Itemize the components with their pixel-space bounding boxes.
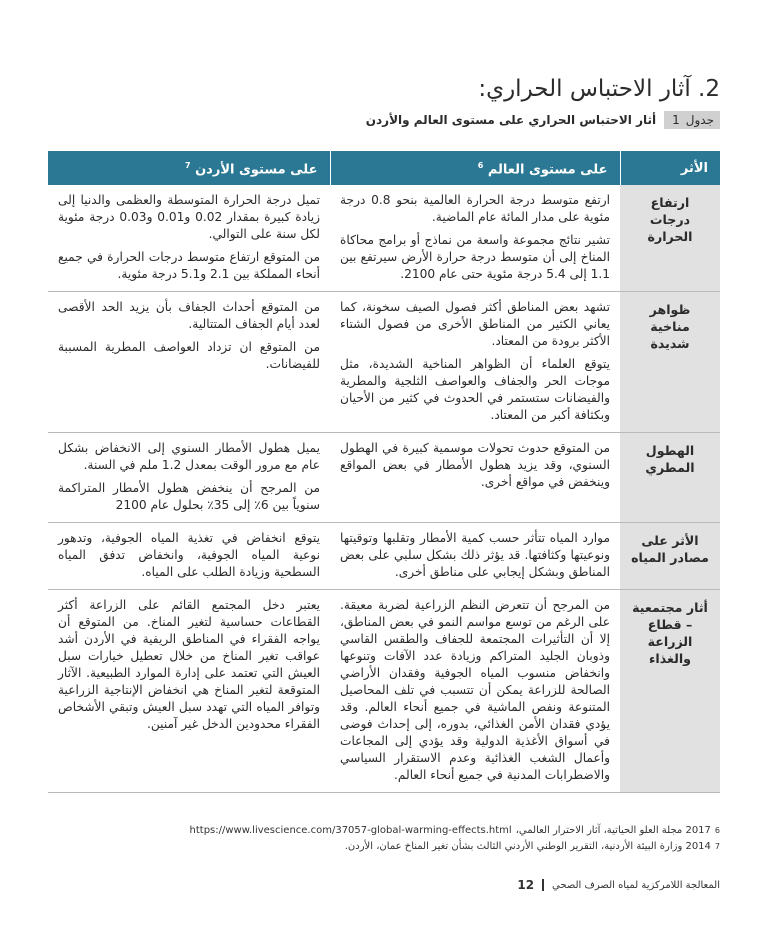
effects-table xyxy=(48,151,720,793)
cell-jordan xyxy=(48,523,330,590)
section-heading xyxy=(40,76,720,102)
section-title: آثار الاحتباس الحراري: xyxy=(478,76,691,102)
table-caption-label: جدول xyxy=(685,113,714,127)
cell-jordan xyxy=(48,433,330,523)
cell-paragraph: من المتوقع حدوث تحولات موسمية كبيرة في الهطول السنوي، وقد يزيد هطول الأمطار في بعض المواقع وينخفض في مواقع أخرى. xyxy=(340,441,610,489)
cell-paragraph: تميل درجة الحرارة المتوسطة والعظمى والدنيا إلى زيادة كبيرة بمقدار 0.02 و0.01 و0.03 درجة مئوية لكل سنة على التوالي. xyxy=(58,193,321,241)
header-effect: الأثر xyxy=(620,151,720,185)
header-jordan: على مستوى الأردن $^7$ xyxy=(48,151,330,185)
cell-jordan xyxy=(48,590,330,793)
cell-paragraph: من المرجح أن ينخفض هطول الأمطار المتراكمة سنوياً بين 6٪ إلى 35٪ بحلول عام 2100 xyxy=(58,481,320,512)
cell-paragraph: يميل هطول الأمطار السنوي إلى الانخفاض بشكل عام مع مرور الوقت بمعدل 1.2 ملم في السنة. xyxy=(58,441,320,472)
page-number: 12 xyxy=(517,878,535,892)
cell-paragraph: موارد المياه تتأثر حسب كمية الأمطار وتقلبها وتوقيتها ونوعيتها وكثافتها. قد يؤثر ذلك بشكل سلبي على بعض المناطق وبشكل إيجابي على مناطق أخرى. xyxy=(340,531,610,579)
cell-world xyxy=(330,433,620,523)
footnote-text: 2017 مجلة العلو الحياتية، آثار الاحترار العالمي، xyxy=(515,825,711,836)
cell-effect: الهطول المطري xyxy=(620,433,720,523)
header-world-ref: 6 xyxy=(477,161,484,171)
table-caption-text: أثار الاحتباس الحراري على مستوى العالم والأردن xyxy=(365,113,657,127)
table-header-row xyxy=(48,151,720,185)
cell-paragraph: ارتفع متوسط درجة الحرارة العالمية بنحو 0.8 درجة مئوية على مدار المائة عام الماضية. xyxy=(340,193,611,224)
header-world: على مستوى العالم $^6$ xyxy=(330,151,620,185)
footnote xyxy=(48,823,720,839)
header-jordan-ref: 7 xyxy=(184,161,191,171)
cell-paragraph: يتوقع العلماء أن الظواهر المناخية الشديدة، مثل موجات الحر والجفاف والعواصف الثلجية والمطرية والفيضانات ستستمر في الحدوث في كثير من الأحيان وبكثافة أكبر من المعتاد. xyxy=(340,357,610,422)
footer-text: المعالجة اللامركزية لمياه الصرف الصحي xyxy=(552,879,720,891)
cell-paragraph: من المتوقع ان تزداد العواصف المطرية المسببة للفيضانات. xyxy=(58,340,320,371)
cell-world xyxy=(330,292,620,433)
cell-jordan xyxy=(48,292,330,433)
cell-world xyxy=(330,590,620,793)
cell-paragraph: من المرجح أن تتعرض النظم الزراعية لضربة معيقة. على الرغم من توسع مواسم النمو في بعض المناطق، إلا أن التأثيرات المجتمعة للجفاف والطقس القاسي وذوبان الجليد المتراكم وزيادة عدد الآفات وتنوعها وانخفاض منسوب المياه الجوفية وفقدان الأراضي الصالحة للزراعة يمكن أن تتسبب في تلف المحاصيل المتنوعة ونفص الماشية في جميع أنحاء العالم. وقد يؤدي فقدان الأمن الغذائي، بدوره، إلى إحداث فوضى في أسواق الأغذية الدولية وقد يؤدي إلى المجاعات وأعمال الشغب الغذائية وعدم الاستقرار السياسي والاضطرابات المدنية في جميع أنحاء العالم. xyxy=(340,598,610,782)
table-row xyxy=(48,433,720,523)
cell-effect: ظواهر مناخية شديدة xyxy=(620,292,720,433)
table-row xyxy=(48,523,720,590)
cell-world xyxy=(330,185,620,292)
cell-paragraph: من المتوقع أحداث الجفاف بأن يزيد الحد الأقصى لعدد أيام الجفاف المتتالية. xyxy=(58,300,320,331)
footnote-link[interactable]: https://www.livescience.com/37057-global-warming-effects.html xyxy=(189,825,512,836)
page-footer xyxy=(48,876,720,894)
footnotes xyxy=(48,823,720,855)
footnote xyxy=(48,839,720,855)
table-caption-number: 1 xyxy=(672,113,680,127)
footnote-number: 7 xyxy=(714,842,720,851)
cell-paragraph: يعتبر دخل المجتمع القائم على الزراعة أكثر القطاعات حساسية لتغير المناخ. من المتوقع أن يواجه الفقراء في المناطق الريفية في الأردن أشد عواقب تغير المناخ من خلال تعطيل خيارات سبل العيش التي تعتمد على إدارة الموارد الطبيعية. الآثار المتوقعة لتغير المناخ هي انخفاض الإنتاجية الزراعية وتوافر المياه التي تهدد سبل العيش وتبقي الأشخاص الفقراء محدودين الدخل غير آمنين. xyxy=(58,598,320,731)
cell-paragraph: تشير نتائج مجموعة واسعة من نماذج أو برامج محاكاة المناخ إلى أن متوسط درجة حرارة الأرض سيرتفع بين 1.1 إلى 5.4 درجة مئوية حتى عام 2100. xyxy=(340,233,610,281)
cell-paragraph: تشهد بعض المناطق أكثر فصول الصيف سخونة، كما يعاني الكثير من المناطق الأخرى من فصول الشتاء الأكثر برودة من المعتاد. xyxy=(340,300,610,348)
cell-effect: أثار مجتمعية – قطاع الزراعة والغذاء xyxy=(620,590,720,793)
cell-paragraph: يتوقع انخفاض في تغذية المياه الجوفية، وتدهور نوعية المياه الجوفية، وانخفاض تدفق المياه السطحية وزيادة الطلب على المياه. xyxy=(58,531,320,579)
table-row xyxy=(48,185,720,292)
cell-paragraph: من المتوقع ارتفاع متوسط درجات الحرارة في جميع أنحاء المملكة بين 2.1 و5.1 درجة مئوية. xyxy=(58,250,320,281)
footnote-text: 2014 وزارة البيئة الأردنية، التقرير الوطني الأردني الثالث بشأن تغير المناخ عمان، الأردن. xyxy=(344,841,711,852)
table-body xyxy=(48,185,720,793)
cell-effect: ارتفاع درجات الحرارة xyxy=(620,185,720,292)
cell-jordan xyxy=(48,185,330,292)
cell-effect: الأثر على مصادر المياه xyxy=(620,523,720,590)
footnote-number: 6 xyxy=(714,826,720,835)
cell-world xyxy=(330,523,620,590)
footer-separator xyxy=(542,879,544,891)
table-caption-label-box xyxy=(664,111,720,129)
section-number: 2. xyxy=(698,76,720,102)
table-row xyxy=(48,590,720,793)
table-row xyxy=(48,292,720,433)
table-caption xyxy=(366,110,720,130)
